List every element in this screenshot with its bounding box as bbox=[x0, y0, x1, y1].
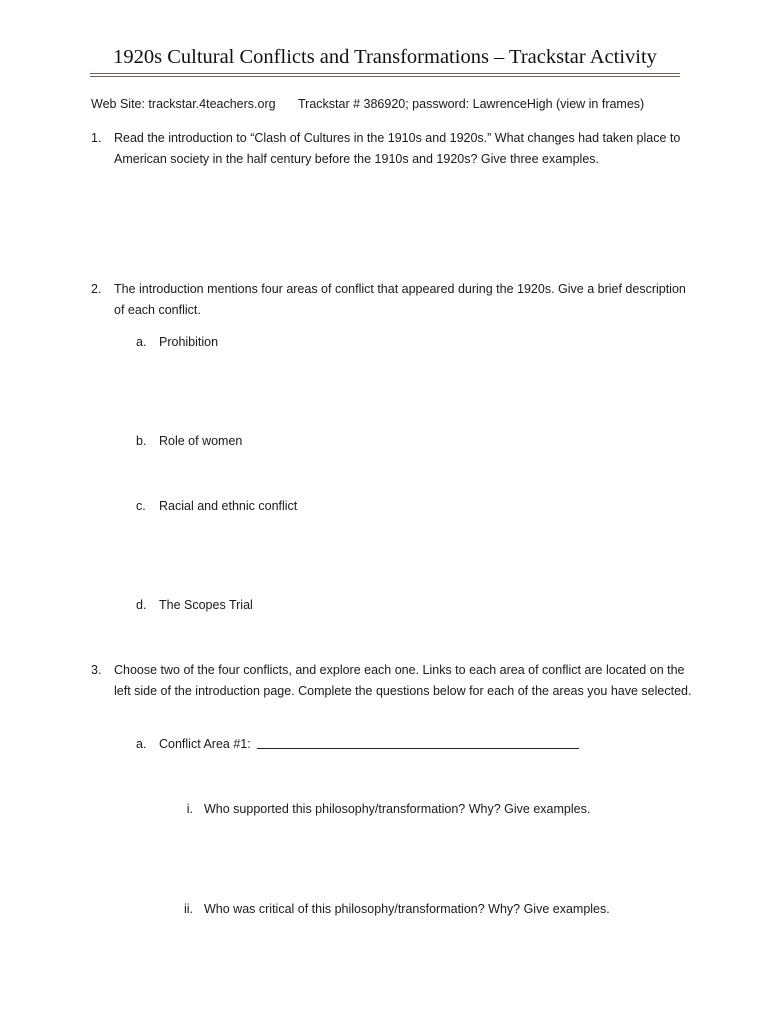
item-3a-letter: a. bbox=[136, 737, 147, 751]
question-1-number: 1. bbox=[91, 131, 102, 145]
trackstar-line: Trackstar # 386920; password: LawrenceHigh (view in frames) bbox=[298, 97, 645, 111]
item-2d-label: The Scopes Trial bbox=[159, 598, 253, 612]
title-underline-secondary bbox=[90, 76, 680, 77]
item-2a-label: Prohibition bbox=[159, 335, 219, 349]
question-1-text: Read the introduction to “Clash of Cultures in the 1910s and 1920s.” What changes had taken place to American society in the half century before the 1910s and 1920s? Give three examples. bbox=[114, 131, 681, 166]
item-2c-letter: c. bbox=[136, 499, 146, 513]
subitem-ii-numeral: ii. bbox=[183, 902, 193, 916]
website-line: Web Site: trackstar.4teachers.org bbox=[91, 97, 276, 111]
item-2b-label: Role of women bbox=[159, 434, 243, 448]
conflict-area-answer-line[interactable] bbox=[257, 748, 579, 749]
item-2a-letter: a. bbox=[136, 335, 147, 349]
item-3a-label: Conflict Area #1: bbox=[159, 737, 251, 751]
question-2-number: 2. bbox=[91, 282, 102, 296]
subitem-i-numeral: i. bbox=[186, 802, 193, 816]
subitem-i-text: Who supported this philosophy/transformation? Why? Give examples. bbox=[204, 802, 591, 816]
page-title: 1920s Cultural Conflicts and Transformations – Trackstar Activity bbox=[113, 46, 657, 68]
item-2c-label: Racial and ethnic conflict bbox=[159, 499, 298, 513]
question-3-number: 3. bbox=[91, 663, 102, 677]
question-3-text: Choose two of the four conflicts, and explore each one. Links to each area of conflict are located on the left side of the introduction page. Complete the questions below for each of the areas you have selected. bbox=[114, 663, 692, 698]
item-2b-letter: b. bbox=[136, 434, 147, 448]
title-underline bbox=[90, 73, 680, 74]
subitem-ii-text: Who was critical of this philosophy/transformation? Why? Give examples. bbox=[204, 902, 610, 916]
item-2d-letter: d. bbox=[136, 598, 147, 612]
question-2-text: The introduction mentions four areas of conflict that appeared during the 1920s. Give a brief description of each conflict. bbox=[114, 282, 686, 317]
